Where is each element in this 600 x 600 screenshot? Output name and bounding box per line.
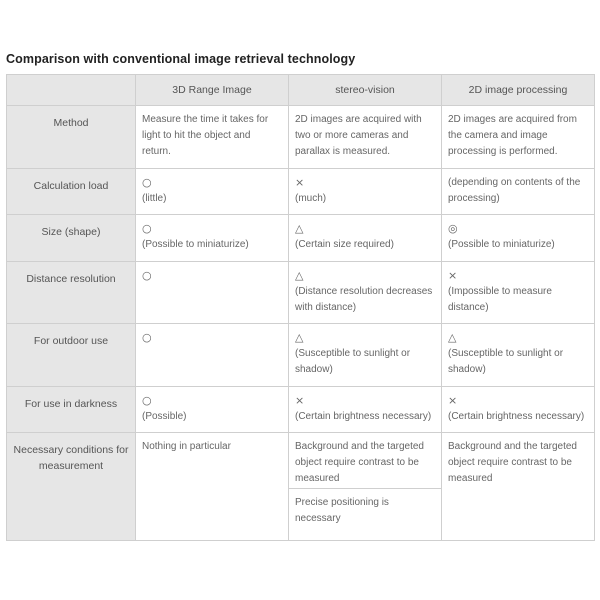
column-header-3d-range-image: 3D Range Image: [136, 75, 289, 106]
cell-text: Measure the time it takes for light to hit the object and return.: [142, 114, 269, 157]
cell-text: (much): [295, 193, 327, 204]
table-row-distance-resolution: [7, 262, 595, 324]
table-cell: [136, 387, 289, 433]
triangle-rating-icon: △: [295, 331, 304, 344]
table-cell: [442, 215, 595, 262]
cell-text: Precise positioning is necessary: [295, 497, 389, 524]
table-cell: [136, 106, 289, 169]
table-row-outdoor-use: [7, 324, 595, 387]
triangle-rating-icon: △: [295, 222, 304, 235]
circle-rating-icon: ○: [142, 269, 152, 282]
cell-text: (little): [142, 193, 167, 204]
table-cell: [442, 262, 595, 324]
cell-text: (Certain brightness necessary): [448, 411, 585, 422]
cell-text: (Possible to miniaturize): [448, 239, 555, 250]
table-cell: [136, 433, 289, 541]
cell-text: (depending on contents of the processing): [448, 177, 581, 204]
cell-text: (Certain brightness necessary): [295, 411, 432, 422]
row-label: Distance resolution: [7, 262, 136, 324]
row-label: Size (shape): [7, 215, 136, 262]
cell-text: 2D images are acquired from the camera and image processing is performed.: [448, 114, 577, 157]
row-label: Necessary conditions for measurement: [7, 433, 136, 541]
table-cell: [289, 262, 442, 324]
circle-rating-icon: ○: [142, 222, 152, 235]
cross-rating-icon: ×: [448, 269, 458, 282]
table-cell: [442, 324, 595, 387]
comparison-table: [6, 74, 595, 541]
cell-text: (Possible): [142, 411, 187, 422]
cell-text: (Susceptible to sunlight or shadow): [295, 348, 411, 375]
cross-rating-icon: ×: [448, 394, 458, 407]
table-row-darkness-use: [7, 387, 595, 433]
triangle-rating-icon: △: [295, 269, 304, 282]
table-row-calculation-load: [7, 169, 595, 215]
table-cell: [289, 106, 442, 169]
cross-rating-icon: ×: [295, 176, 305, 189]
cell-text: (Impossible to measure distance): [448, 286, 552, 313]
table-row-method: [7, 106, 595, 169]
table-row-size-shape: [7, 215, 595, 262]
cell-subpart: [289, 433, 441, 489]
table-cell: [442, 433, 595, 541]
cell-text: Background and the targeted object require contrast to be measured: [295, 441, 424, 484]
row-label: For outdoor use: [7, 324, 136, 387]
table-cell: [136, 262, 289, 324]
row-label: For use in darkness: [7, 387, 136, 433]
table-cell: [136, 215, 289, 262]
row-label: Method: [7, 106, 136, 169]
cross-rating-icon: ×: [295, 394, 305, 407]
cell-text: 2D images are acquired with two or more cameras and parallax is measured.: [295, 114, 422, 157]
row-label: Calculation load: [7, 169, 136, 215]
page-title: Comparison with conventional image retrieval technology: [6, 52, 356, 66]
table-cell: [136, 169, 289, 215]
cell-text: (Susceptible to sunlight or shadow): [448, 348, 564, 375]
table-cell: [442, 387, 595, 433]
table-cell: [289, 169, 442, 215]
circle-rating-icon: ○: [142, 394, 152, 407]
table-header-row: [7, 75, 595, 106]
triangle-rating-icon: △: [448, 331, 457, 344]
column-header-2d-image-processing: 2D image processing: [442, 75, 595, 106]
double-circle-rating-icon: ◎: [448, 222, 458, 235]
table-cell: [289, 433, 442, 541]
cell-subpart: [289, 489, 441, 535]
table-row-necessary-conditions: [7, 433, 595, 541]
cell-text: Nothing in particular: [142, 441, 231, 452]
table-cell: [289, 324, 442, 387]
table-cell: [289, 387, 442, 433]
header-corner-cell: [7, 75, 136, 106]
circle-rating-icon: ○: [142, 176, 152, 189]
table-cell: [442, 106, 595, 169]
circle-rating-icon: ○: [142, 331, 152, 344]
cell-text: (Distance resolution decreases with distance): [295, 286, 433, 313]
table-cell: [442, 169, 595, 215]
table-cell: [136, 324, 289, 387]
cell-text: Background and the targeted object require contrast to be measured: [448, 441, 577, 484]
column-header-stereo-vision: stereo-vision: [289, 75, 442, 106]
table-cell: [289, 215, 442, 262]
cell-text: (Possible to miniaturize): [142, 239, 249, 250]
cell-text: (Certain size required): [295, 239, 394, 250]
